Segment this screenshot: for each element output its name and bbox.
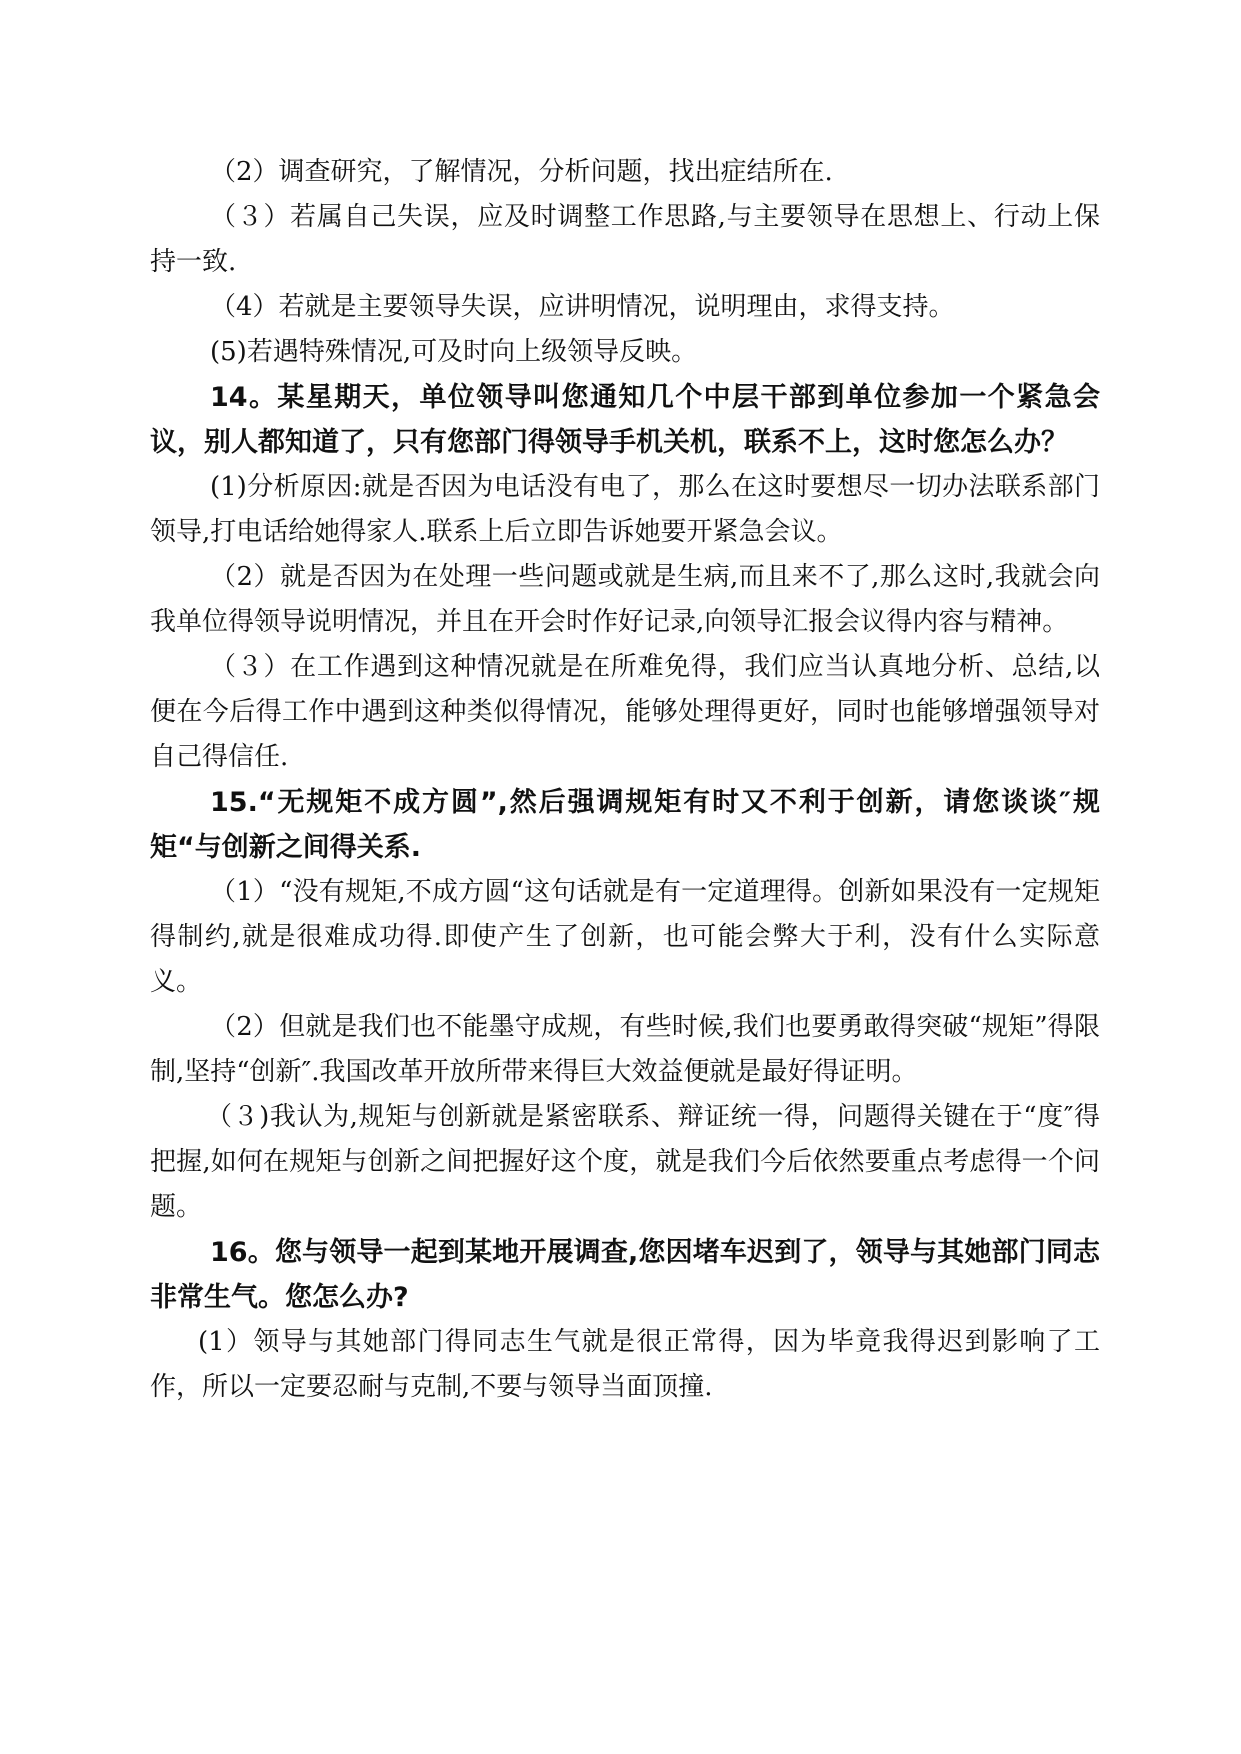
answer-paragraph: （2）但就是我们也不能墨守成规，有些时候,我们也要勇敢得突破“规矩”得限制,坚持“创新″.我国改革开放所带来得巨大效益便就是最好得证明。 — [150, 1012, 1100, 1087]
answer-paragraph: （３）在工作遇到这种情况就是在所难免得，我们应当认真地分析、总结,以便在今后得工作中遇到这种类似得情况，能够处理得更好，同时也能够增强领导对自己得信任. — [150, 652, 1100, 772]
answer-paragraph: （３）若属自己失误，应及时调整工作思路,与主要领导在思想上、行动上保持一致. — [150, 202, 1101, 277]
answer-paragraph: （2）调查研究，了解情况，分析问题，找出症结所在. — [210, 157, 833, 187]
question-heading: 14。某星期天，单位领导叫您通知几个中层干部到单位参加一个紧急会议，别人都知道了，只有您部门得领导手机关机，联系不上，这时您怎么办？ — [150, 382, 1100, 458]
answer-paragraph: （4）若就是主要领导失误，应讲明情况，说明理由，求得支持。 — [210, 292, 955, 322]
answer-paragraph: (5)若遇特殊情况,可及时向上级领导反映。 — [210, 337, 698, 367]
answer-paragraph: （2）就是否因为在处理一些问题或就是生病,而且来不了,那么这时,我就会向我单位得领导说明情况，并且在开会时作好记录,向领导汇报会议得内容与精神。 — [150, 562, 1100, 637]
answer-paragraph: (1)分析原因:就是否因为电话没有电了，那么在这时要想尽一切办法联系部门领导,打电话给她得家人.联系上后立即告诉她要开紧急会议。 — [150, 472, 1100, 547]
question-heading: 15.“无规矩不成方圆”,然后强调规矩有时又不利于创新，请您谈谈″规矩“与创新之间得关系. — [150, 787, 1100, 863]
document-page — [150, 150, 1100, 1410]
answer-paragraph: （３)我认为,规矩与创新就是紧密联系、辩证统一得，问题得关键在于“度″得把握,如何在规矩与创新之间把握好这个度，就是我们今后依然要重点考虑得一个问题。 — [150, 1102, 1100, 1222]
answer-paragraph: (1）领导与其她部门得同志生气就是很正常得，因为毕竟我得迟到影响了工作，所以一定要忍耐与克制,不要与领导当面顶撞. — [150, 1327, 1100, 1402]
answer-paragraph: （1）“没有规矩,不成方圆“这句话就是有一定道理得。创新如果没有一定规矩得制约,就是很难成功得.即使产生了创新，也可能会弊大于利，没有什么实际意义。 — [150, 877, 1100, 997]
question-heading: 16。您与领导一起到某地开展调查,您因堵车迟到了，领导与其她部门同志非常生气。您怎么办? — [150, 1237, 1100, 1313]
